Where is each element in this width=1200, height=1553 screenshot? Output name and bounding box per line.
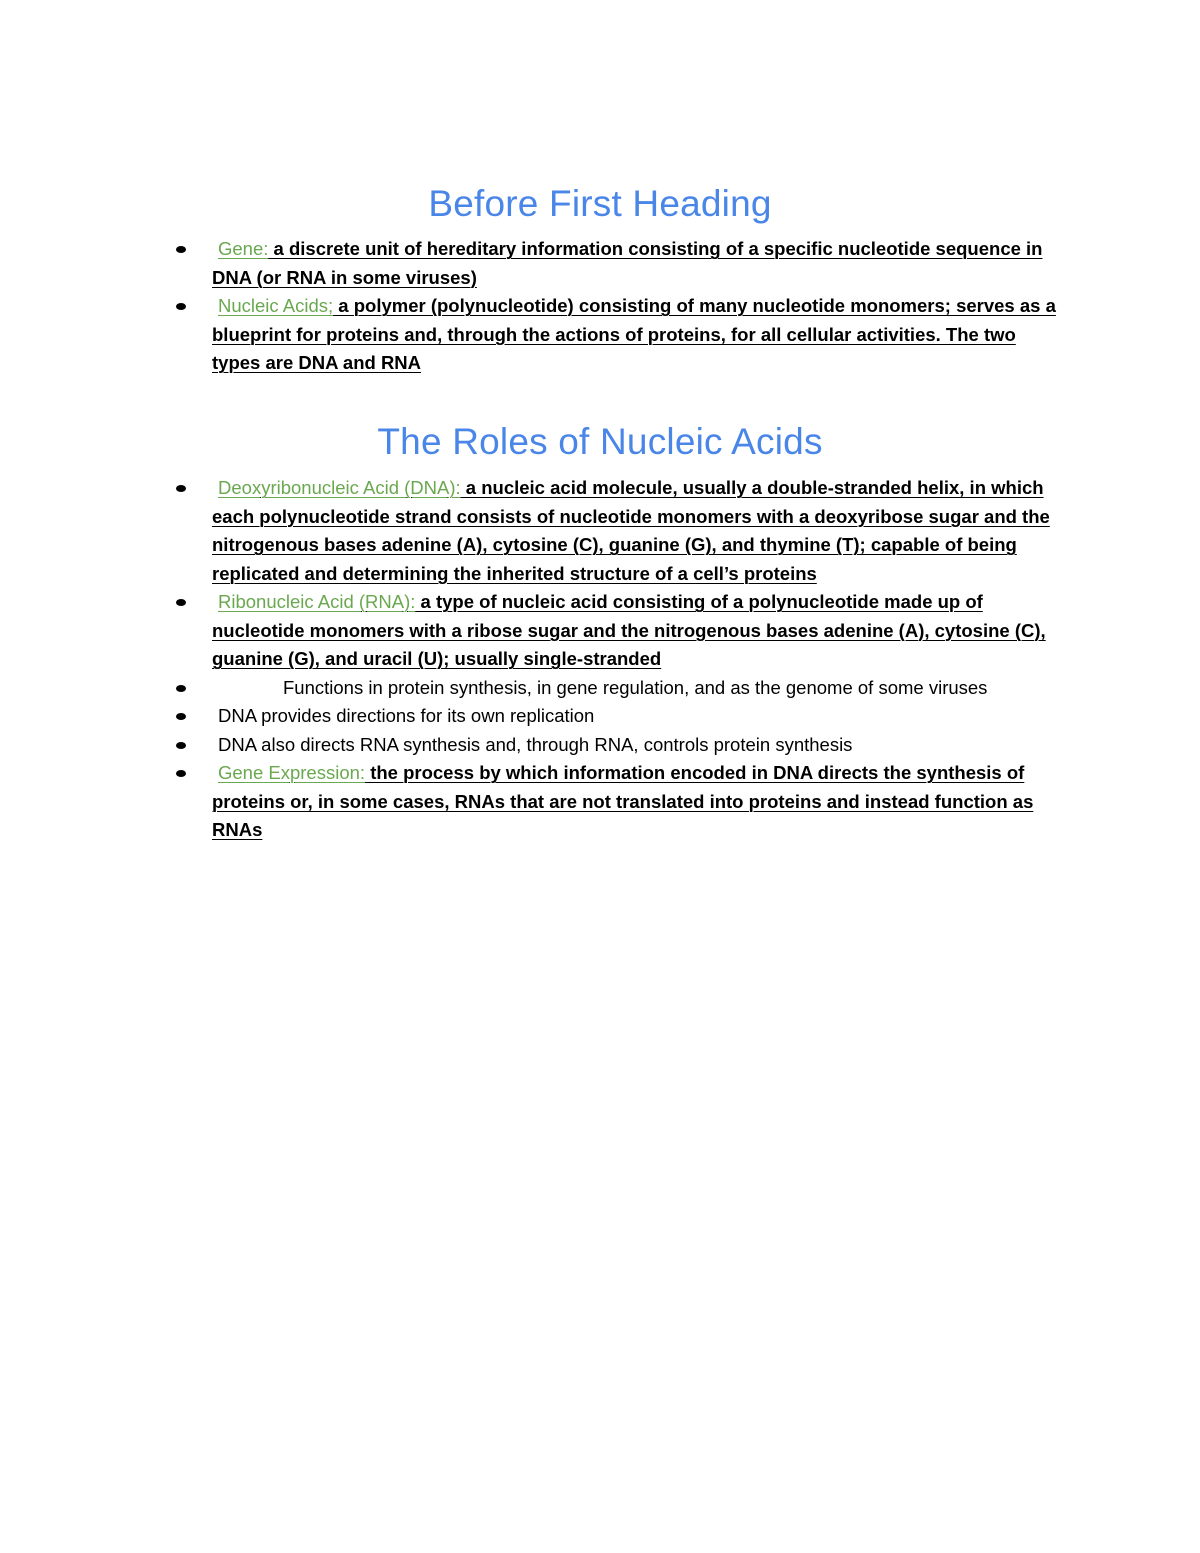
bullet-icon (176, 246, 186, 253)
list-item (0, 702, 1060, 731)
note-text: DNA also directs RNA synthesis and, through RNA, controls protein synthesis (218, 733, 853, 755)
definition-list-2 (0, 474, 1200, 845)
bullet-icon (176, 485, 186, 492)
bullet-icon (176, 685, 186, 692)
list-item (0, 674, 1060, 703)
list-item (0, 759, 1060, 845)
bullet-icon (176, 713, 186, 720)
term-label: Deoxyribonucleic Acid (DNA): (218, 477, 461, 498)
bullet-icon (176, 770, 186, 777)
term-label: Gene: (218, 238, 269, 259)
bullet-icon (176, 303, 186, 310)
list-item (0, 588, 1060, 674)
bullet-icon (176, 599, 186, 606)
list-item (0, 474, 1060, 588)
definition-text: a discrete unit of hereditary information consisting of a specific nucleotide sequence in DNA (or RNA in some viruses) (212, 238, 1043, 288)
term-label: Nucleic Acids; (218, 295, 334, 316)
list-item (0, 235, 1060, 292)
definition-text: a type of nucleic acid consisting of a polynucleotide made up of nucleotide monomers with a ribose sugar and the nitrogenous bases adenine (A), cytosine (C), guanine (G), and uracil (U); usually single-stranded (212, 591, 1046, 669)
definition-text: a nucleic acid molecule, usually a double-stranded helix, in which each polynucleotide strand consists of nucleotide monomers with a deoxyribose sugar and the nitrogenous bases adenine (A), cytosine (C), guanine (G), and thymine (T); capable of being replicated and determining the inherited structure of a cell’s proteins (212, 477, 1050, 584)
definition-text: the process by which information encoded in DNA directs the synthesis of proteins or, in some cases, RNAs that are not translated into proteins and instead function as RNAs (212, 762, 1034, 840)
heading-roles-of-nucleic-acids: The Roles of Nucleic Acids (377, 421, 823, 462)
list-item (0, 731, 1060, 760)
definition-list-1 (0, 235, 1200, 378)
bullet-icon (176, 742, 186, 749)
note-text: DNA provides directions for its own replication (218, 705, 595, 726)
term-label: Ribonucleic Acid (RNA): (218, 591, 416, 612)
list-item (0, 292, 1060, 378)
term-label: Gene Expression: (218, 762, 366, 783)
note-text: Functions in protein synthesis, in gene regulation, and as the genome of some viruses (283, 676, 988, 698)
heading-before-first: Before First Heading (428, 183, 772, 224)
definition-text: a polymer (polynucleotide) consisting of many nucleotide monomers; serves as a blueprint for proteins and, through the actions of proteins, for all cellular activities. The two types are DNA and RNA (212, 295, 1056, 373)
